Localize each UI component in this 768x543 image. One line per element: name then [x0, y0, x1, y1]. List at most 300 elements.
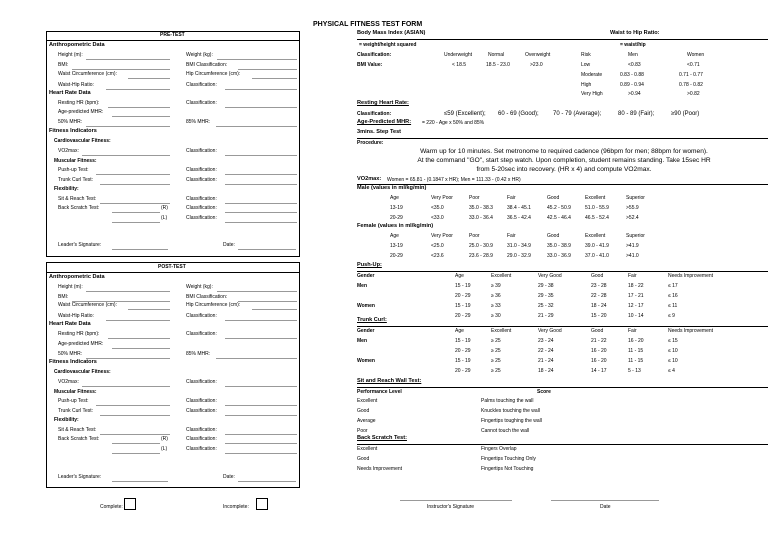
- curl-table-header: Good: [591, 328, 604, 334]
- vo2-male-header: Very Poor: [431, 195, 453, 201]
- post-amhr-label: Age-predicted MHR:: [58, 341, 104, 347]
- post-back-r-class-label: Classification:: [186, 436, 217, 442]
- vo2-female-cell: 13-19: [390, 243, 403, 249]
- post-push-class-field[interactable]: [225, 405, 297, 406]
- push-table-men-label: Men: [357, 283, 367, 289]
- mhr50-label: 50% MHR:: [58, 119, 83, 125]
- push-table-cell: 15 - 19: [455, 303, 471, 309]
- post-leader-sig-field[interactable]: [112, 481, 168, 482]
- vo2-male-header: Age: [390, 195, 399, 201]
- amhr-formula: = 220 - Age x 50% and 85%: [422, 120, 485, 126]
- vo2-female-header: Very Poor: [431, 233, 453, 239]
- sit-table-score: Palms touching the wall: [481, 398, 534, 404]
- curl-table-header: Fair: [628, 328, 637, 334]
- incomplete-checkbox[interactable]: [256, 498, 268, 510]
- post-bmi-class-label: BMI Classification:: [186, 294, 228, 300]
- sit-table-level: Average: [357, 418, 376, 424]
- anthro-heading: Anthropometric Data: [49, 42, 105, 48]
- curl-table-header: Gender: [357, 328, 375, 334]
- rhr-class-field[interactable]: [225, 107, 297, 108]
- height-label: Height (m):: [58, 52, 83, 58]
- push-table-cell: ≤ 9: [668, 313, 675, 319]
- push-label: Push-up Test:: [58, 167, 89, 173]
- leader-date-label: Date:: [223, 242, 235, 248]
- post-back-l-field[interactable]: [112, 453, 160, 454]
- hr-heading: Heart Rate Data: [49, 90, 91, 96]
- vo2-female-cell: <23.6: [431, 253, 444, 259]
- curl-table-cell: ≤ 10: [668, 348, 678, 354]
- sit-table-score: Fingertips toughing the wall: [481, 418, 542, 424]
- whr-risk-header: Risk: [581, 52, 591, 58]
- complete-label: Complete:: [100, 504, 123, 510]
- vo2-male-cell: 20-29: [390, 215, 403, 221]
- post-back-r-class-field[interactable]: [225, 443, 297, 444]
- rhr-class-label: Classification:: [357, 111, 392, 117]
- post-vo2-label: VO2max:: [58, 379, 79, 385]
- post-waist-field[interactable]: [128, 309, 170, 310]
- post-back-l-label: (L): [161, 446, 168, 452]
- push-table-cell: 21 - 29: [538, 313, 554, 319]
- post-muscular-heading: Muscular Fitness:: [54, 389, 97, 395]
- whr-risk-0: Low: [581, 62, 591, 68]
- flex-heading: Flexibility:: [54, 186, 79, 192]
- whr-women-header: Women: [687, 52, 705, 58]
- vo2-female-heading: Female (values in ml/kg/min): [357, 223, 434, 229]
- post-curl-label: Trunk Curl Test:: [58, 408, 94, 414]
- post-hip-field[interactable]: [252, 309, 297, 310]
- waist-field[interactable]: [128, 78, 170, 79]
- rhr-item-fair: 80 - 89 (Fair);: [618, 111, 655, 117]
- leader-sig-field[interactable]: [112, 249, 168, 250]
- rhr-item-excellent: ≤59 (Excellent);: [444, 111, 486, 117]
- post-test-title: POST-TEST: [158, 264, 186, 270]
- bmi-label: BMI:: [58, 62, 69, 68]
- height-field[interactable]: [86, 59, 170, 60]
- amhr-section-title: Age-Predicted MHR:: [357, 119, 412, 125]
- post-whr-field[interactable]: [106, 320, 170, 321]
- post-back-l-class-label: Classification:: [186, 446, 217, 452]
- leader-sig-label: Leader's Signature:: [58, 242, 102, 248]
- sit-table-score: Cannot touch the wall: [481, 428, 530, 434]
- bmi-class-label: Classification:: [357, 52, 392, 58]
- back-section-title: Back Scratch Test:: [357, 435, 407, 441]
- step-procedure-line1: Warm up for 10 minutes. Set metronome to required cadence (96bpm for men; 88bpm for women).: [420, 148, 708, 155]
- step-section-title: 3mins. Step Test: [357, 129, 402, 135]
- post-back-r-label: (R): [161, 436, 168, 442]
- curl-table-cell: 22 - 24: [538, 348, 554, 354]
- sit-class-field[interactable]: [225, 203, 297, 204]
- sit-table-level: Poor: [357, 428, 368, 434]
- vo2-male-cell: 45.2 - 50.9: [547, 205, 571, 211]
- bmi-value-label: BMI Value:: [357, 62, 383, 68]
- bmi-field[interactable]: [72, 69, 170, 70]
- curl-table-women-label: Women: [357, 358, 375, 364]
- back-r-class-field[interactable]: [225, 212, 297, 213]
- muscular-heading: Muscular Fitness:: [54, 158, 97, 164]
- cardio-heading: Cardiovascular Fitness:: [54, 138, 111, 144]
- vo2-female-cell: 37.0 - 41.0: [585, 253, 609, 259]
- vo2-female-cell: 23.6 - 28.9: [469, 253, 493, 259]
- vo2-male-header: Poor: [469, 195, 480, 201]
- curl-section-title: Trunk Curl:: [357, 317, 387, 323]
- post-waist-label: Waist Circumference (cm):: [58, 302, 117, 308]
- curl-table-header: Needs Improvement: [668, 328, 714, 334]
- post-vo2-class-field[interactable]: [225, 386, 297, 387]
- post-hr-heading: Heart Rate Data: [49, 321, 91, 327]
- whr-women-0: <0.71: [687, 62, 700, 68]
- vo2-female-cell: 29.0 - 32.9: [507, 253, 531, 259]
- post-whr-class-label: Classification:: [186, 313, 217, 319]
- post-rhr-label: Resting HR (bpm):: [58, 331, 100, 337]
- curl-table-cell: 16 - 20: [591, 348, 607, 354]
- push-table-cell: ≤ 11: [668, 303, 678, 309]
- whr-men-1: 0.83 - 0.88: [620, 72, 644, 78]
- post-leader-date-label: Date:: [223, 474, 235, 480]
- curl-table-cell: 16 - 20: [591, 358, 607, 364]
- push-table-cell: 15 - 20: [591, 313, 607, 319]
- curl-field[interactable]: [100, 184, 170, 185]
- curl-class-field[interactable]: [225, 184, 297, 185]
- post-sit-label: Sit & Reach Test:: [58, 427, 97, 433]
- vo2-label: VO2max:: [58, 148, 79, 154]
- rhr-section-title: Resting Heart Rate:: [357, 100, 409, 106]
- curl-table-cell: 14 - 17: [591, 368, 607, 374]
- post-whr-class-field[interactable]: [225, 320, 297, 321]
- sit-label: Sit & Reach Test:: [58, 196, 97, 202]
- vo2-female-header: Superior: [626, 233, 645, 239]
- post-leader-sig-label: Leader's Signature:: [58, 474, 102, 480]
- vo2-male-cell: 46.5 - 52.4: [585, 215, 609, 221]
- vo2-male-cell: >55.9: [626, 205, 639, 211]
- bmi-value-overweight: >23.0: [530, 62, 543, 68]
- sit-table-level: Excellent: [357, 398, 378, 404]
- mhr85-label: 85% MHR:: [186, 119, 211, 125]
- vo2-class-label: Classification:: [186, 148, 217, 154]
- bmi-formula: = weight/height squared: [359, 42, 417, 48]
- push-table-cell: 29 - 35: [538, 293, 554, 299]
- rhr-item-good: 60 - 69 (Good);: [498, 111, 539, 117]
- post-weight-field[interactable]: [217, 291, 297, 292]
- post-height-field[interactable]: [86, 291, 170, 292]
- curl-table-cell: 20 - 29: [455, 348, 471, 354]
- vo2-female-cell: <25.0: [431, 243, 444, 249]
- back-table-score: Fingers Overlap: [481, 446, 517, 452]
- back-r-label: (R): [161, 205, 168, 211]
- leader-date-field[interactable]: [238, 249, 296, 250]
- vo2-female-cell: >41.9: [626, 243, 639, 249]
- push-table-cell: 29 - 38: [538, 283, 554, 289]
- post-test-panel: [46, 262, 300, 488]
- post-mhr85-label: 85% MHR:: [186, 351, 211, 357]
- post-curl-class-label: Classification:: [186, 408, 217, 414]
- post-back-l-class-field[interactable]: [225, 453, 297, 454]
- post-back-label: Back Scratch Test:: [58, 436, 100, 442]
- back-table-level: Good: [357, 456, 370, 462]
- bmi-header-underweight: Underweight: [444, 52, 473, 58]
- curl-table-cell: ≤ 4: [668, 368, 675, 374]
- push-table-cell: 20 - 29: [455, 313, 471, 319]
- bmi-class-field[interactable]: [238, 69, 297, 70]
- post-mhr85-field[interactable]: [216, 358, 297, 359]
- curl-label: Trunk Curl Test:: [58, 177, 94, 183]
- complete-checkbox[interactable]: [124, 498, 136, 510]
- post-bmi-class-field[interactable]: [238, 301, 297, 302]
- rhr-label: Resting HR (bpm):: [58, 100, 100, 106]
- push-class-field[interactable]: [225, 174, 297, 175]
- post-anthro-heading: Anthropometric Data: [49, 274, 105, 280]
- vo2-section-title: VO2max:: [357, 176, 382, 182]
- footer-date-field[interactable]: [551, 500, 659, 501]
- vo2-male-cell: 51.0 - 55.9: [585, 205, 609, 211]
- footer-date-label: Date: [600, 504, 611, 510]
- whr-women-2: 0.78 - 0.82: [679, 82, 703, 88]
- bmi-header-normal: Normal: [488, 52, 505, 58]
- vo2-formula: Women = 65.81 - (0.1847 x HR); Men = 111.33 - (0.42 x HR): [387, 177, 521, 183]
- vo2-female-cell: 35.0 - 38.9: [547, 243, 571, 249]
- post-curl-class-field[interactable]: [225, 415, 297, 416]
- pre-test-panel: [46, 31, 300, 257]
- post-bmi-label: BMI:: [58, 294, 69, 300]
- whr-class-label: Classification:: [186, 82, 217, 88]
- bmi-value-underweight: < 18.5: [452, 62, 467, 68]
- mhr50-field[interactable]: [86, 126, 170, 127]
- rhr-item-poor: ≥90 (Poor): [671, 111, 700, 117]
- vo2-female-header: Fair: [507, 233, 516, 239]
- back-l-label: (L): [161, 215, 168, 221]
- push-table-header: Gender: [357, 273, 375, 279]
- vo2-female-cell: >41.0: [626, 253, 639, 259]
- push-table-cell: 15 - 19: [455, 283, 471, 289]
- waist-label: Waist Circumference (cm):: [58, 71, 117, 77]
- push-table-cell: ≥ 30: [491, 313, 501, 319]
- bmi-class-label: BMI Classification:: [186, 62, 228, 68]
- post-rhr-field[interactable]: [108, 338, 170, 339]
- whr-risk-1: Moderate: [581, 72, 603, 78]
- whr-risk-2: High: [581, 82, 592, 88]
- sit-table-score: Knuckles touching the wall: [481, 408, 540, 414]
- curl-table-header: Excellent: [491, 328, 512, 334]
- push-class-label: Classification:: [186, 167, 217, 173]
- step-procedure-label: Procedure:: [357, 140, 384, 146]
- amhr-label: Age-predicted MHR:: [58, 109, 104, 115]
- vo2-female-cell: 39.0 - 41.9: [585, 243, 609, 249]
- vo2-male-header: Excellent: [585, 195, 606, 201]
- whr-men-3: >0.94: [628, 91, 641, 97]
- back-table-score: Fingertips Touching Only: [481, 456, 536, 462]
- whr-class-field[interactable]: [225, 89, 297, 90]
- post-whr-label: Waist-Hip Ratio:: [58, 313, 94, 319]
- mhr85-field[interactable]: [216, 126, 297, 127]
- post-hip-label: Hip Circumference (cm):: [186, 302, 241, 308]
- vo2-male-header: Good: [547, 195, 560, 201]
- push-table-cell: ≤ 17: [668, 283, 678, 289]
- push-table-cell: 20 - 29: [455, 293, 471, 299]
- push-table-cell: ≤ 16: [668, 293, 678, 299]
- fitness-heading: Fitness Indicators: [49, 128, 97, 134]
- back-l-field[interactable]: [112, 222, 160, 223]
- post-leader-date-field[interactable]: [238, 481, 296, 482]
- push-table-header: Fair: [628, 273, 637, 279]
- rhr-item-average: 70 - 79 (Average);: [553, 111, 602, 117]
- push-table-cell: 25 - 32: [538, 303, 554, 309]
- post-sit-class-field[interactable]: [225, 434, 297, 435]
- whr-label: Waist-Hip Ratio:: [58, 82, 94, 88]
- post-vo2-class-label: Classification:: [186, 379, 217, 385]
- vo2-male-header: Fair: [507, 195, 516, 201]
- back-l-class-field[interactable]: [225, 222, 297, 223]
- pre-test-title: PRE-TEST: [160, 32, 185, 38]
- post-sit-class-label: Classification:: [186, 427, 217, 433]
- post-rhr-class-label: Classification:: [186, 331, 217, 337]
- curl-table-cell: 20 - 29: [455, 368, 471, 374]
- step-procedure-line3: from 5-20sec into recovery. (HR x 4) and compute VO2max.: [476, 166, 652, 173]
- sit-perf-header: Performance Level: [357, 389, 402, 395]
- push-table-header: Age: [455, 273, 464, 279]
- vo2-female-cell: 31.0 - 34.9: [507, 243, 531, 249]
- post-curl-field[interactable]: [100, 415, 170, 416]
- amhr-field[interactable]: [112, 116, 170, 117]
- post-mhr50-label: 50% MHR:: [58, 351, 83, 357]
- sit-score-header: Score: [537, 389, 551, 395]
- whr-women-1: 0.71 - 0.77: [679, 72, 703, 78]
- push-table-cell: 18 - 24: [591, 303, 607, 309]
- push-field[interactable]: [96, 174, 170, 175]
- post-mhr50-field[interactable]: [86, 358, 170, 359]
- post-sit-field[interactable]: [100, 434, 170, 435]
- bmi-section-title: Body Mass Index (ASIAN): [357, 30, 426, 36]
- hip-label: Hip Circumference (cm):: [186, 71, 241, 77]
- sit-section-title: Sit and Reach Wall Test:: [357, 378, 422, 384]
- push-table-header: Good: [591, 273, 604, 279]
- page-title: PHYSICAL FITNESS TEST FORM: [313, 21, 423, 28]
- weight-label: Weight (kg):: [186, 52, 213, 58]
- whr-men-0: <0.83: [628, 62, 641, 68]
- step-procedure-line2: At the command "GO", start step watch. Upon completion, student remains standing. Take 15sec HR: [417, 157, 711, 164]
- push-section-title: Push-Up:: [357, 262, 382, 268]
- post-back-r-field[interactable]: [112, 443, 160, 444]
- curl-table-header: Age: [455, 328, 464, 334]
- vo2-male-heading: Male (values in ml/kg/min): [357, 185, 427, 191]
- curl-table-cell: 11 - 15: [628, 358, 644, 364]
- vo2-field[interactable]: [82, 155, 170, 156]
- curl-table-cell: 15 - 19: [455, 358, 471, 364]
- vo2-male-cell: <35.0: [431, 205, 444, 211]
- post-flex-heading: Flexibility:: [54, 417, 79, 423]
- post-fitness-heading: Fitness Indicators: [49, 359, 97, 365]
- push-table-header: Needs Improvement: [668, 273, 714, 279]
- sit-class-label: Classification:: [186, 196, 217, 202]
- vo2-male-cell: 38.4 - 45.1: [507, 205, 531, 211]
- whr-section-title: Waist to Hip Ratio:: [610, 30, 660, 36]
- instructor-signature-field[interactable]: [400, 500, 512, 501]
- push-table-cell: ≥ 33: [491, 303, 501, 309]
- push-table-header: Very Good: [538, 273, 562, 279]
- whr-women-3: >0.82: [687, 91, 700, 97]
- push-table-cell: 23 - 28: [591, 283, 607, 289]
- back-l-class-label: Classification:: [186, 215, 217, 221]
- sit-table-level: Good: [357, 408, 370, 414]
- post-weight-label: Weight (kg):: [186, 284, 213, 290]
- vo2-female-header: Good: [547, 233, 560, 239]
- curl-table-cell: ≥ 25: [491, 338, 501, 344]
- sit-field[interactable]: [100, 203, 170, 204]
- incomplete-label: Incomplete:: [223, 504, 249, 510]
- vo2-male-cell: 13-19: [390, 205, 403, 211]
- vo2-male-cell: 33.0 - 36.4: [469, 215, 493, 221]
- curl-table-cell: 11 - 15: [628, 348, 644, 354]
- curl-table-cell: ≤ 10: [668, 358, 678, 364]
- rhr-field[interactable]: [108, 107, 170, 108]
- back-label: Back Scratch Test:: [58, 205, 100, 211]
- curl-class-label: Classification:: [186, 177, 217, 183]
- bmi-value-normal: 18.5 - 23.0: [486, 62, 510, 68]
- vo2-class-field[interactable]: [225, 155, 297, 156]
- instructor-signature-label: Instructor's Signature: [427, 504, 475, 510]
- post-push-label: Push-up Test:: [58, 398, 89, 404]
- back-r-field[interactable]: [112, 212, 160, 213]
- curl-table-cell: ≥ 25: [491, 368, 501, 374]
- vo2-female-cell: 25.0 - 30.9: [469, 243, 493, 249]
- push-table-cell: 10 - 14: [628, 313, 644, 319]
- curl-table-cell: 21 - 24: [538, 358, 554, 364]
- whr-formula: = waist/hip: [620, 42, 646, 48]
- curl-table-cell: ≥ 25: [491, 348, 501, 354]
- post-rhr-class-field[interactable]: [225, 338, 297, 339]
- weight-field[interactable]: [217, 59, 297, 60]
- curl-table-cell: 18 - 24: [538, 368, 554, 374]
- vo2-male-cell: <33.0: [431, 215, 444, 221]
- vo2-female-cell: 33.0 - 36.9: [547, 253, 571, 259]
- curl-table-cell: ≤ 15: [668, 338, 678, 344]
- curl-table-header: Very Good: [538, 328, 562, 334]
- post-push-field[interactable]: [96, 405, 170, 406]
- vo2-male-cell: 35.0 - 38.3: [469, 205, 493, 211]
- whr-field[interactable]: [106, 89, 170, 90]
- vo2-male-cell: >52.4: [626, 215, 639, 221]
- post-amhr-field[interactable]: [112, 348, 170, 349]
- push-table-header: Excellent: [491, 273, 512, 279]
- post-cardio-heading: Cardiovascular Fitness:: [54, 369, 111, 375]
- bmi-header-overweight: Overweight: [525, 52, 551, 58]
- push-table-cell: ≥ 36: [491, 293, 501, 299]
- curl-table-cell: ≥ 25: [491, 358, 501, 364]
- back-table-level: Excellent: [357, 446, 378, 452]
- curl-table-cell: 23 - 24: [538, 338, 554, 344]
- whr-risk-3: Very High: [581, 91, 603, 97]
- push-table-cell: 12 - 17: [628, 303, 644, 309]
- curl-table-cell: 5 - 13: [628, 368, 641, 374]
- curl-table-cell: 15 - 19: [455, 338, 471, 344]
- rhr-class-label: Classification:: [186, 100, 217, 106]
- hip-field[interactable]: [252, 78, 297, 79]
- curl-table-men-label: Men: [357, 338, 367, 344]
- push-table-cell: 17 - 21: [628, 293, 644, 299]
- vo2-male-cell: 36.5 - 42.4: [507, 215, 531, 221]
- post-push-class-label: Classification:: [186, 398, 217, 404]
- back-table-score: Fingertips Not Touching: [481, 466, 534, 472]
- post-height-label: Height (m):: [58, 284, 83, 290]
- push-table-cell: 18 - 22: [628, 283, 644, 289]
- curl-table-cell: 16 - 20: [628, 338, 644, 344]
- vo2-male-header: Superior: [626, 195, 645, 201]
- whr-men-header: Men: [628, 52, 638, 58]
- vo2-male-cell: 42.5 - 46.4: [547, 215, 571, 221]
- back-r-class-label: Classification:: [186, 205, 217, 211]
- vo2-female-header: Age: [390, 233, 399, 239]
- vo2-female-cell: 20-29: [390, 253, 403, 259]
- post-vo2-field[interactable]: [82, 386, 170, 387]
- push-table-women-label: Women: [357, 303, 375, 309]
